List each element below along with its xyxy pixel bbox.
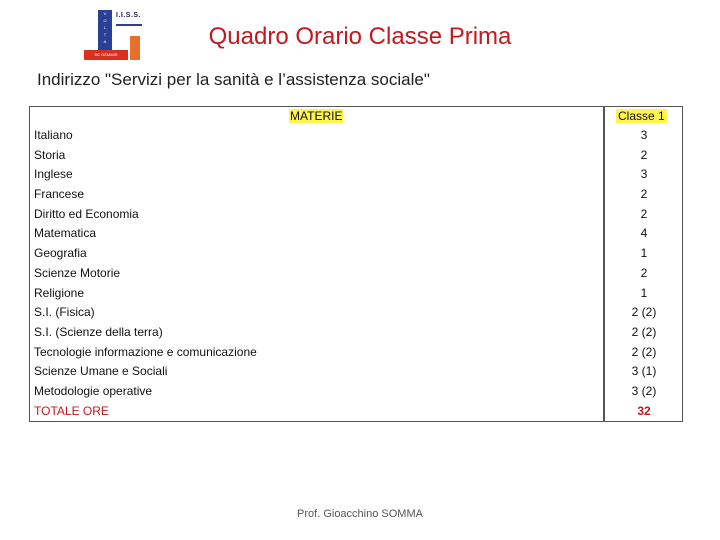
total-hours: 32 (637, 403, 651, 418)
subject-cell: Religione (34, 285, 85, 300)
logo-letter: V (103, 11, 107, 16)
header-hours: Classe 1 (618, 109, 665, 123)
subject-cell: Scienze Motorie (34, 265, 121, 280)
total-row (33, 402, 683, 422)
subject-cell: Diritto ed Economia (34, 206, 139, 221)
subject-cell: Geografia (34, 246, 87, 261)
table-row (33, 382, 683, 402)
table-row (33, 205, 683, 225)
subject-cell: Metodologie operative (34, 383, 153, 398)
logo-text: I.I.S.S. (116, 12, 142, 19)
table-row (33, 244, 683, 264)
table-row (33, 224, 683, 244)
hours-cell: 3 (640, 167, 648, 182)
hours-cell: 2 (640, 147, 648, 162)
logo-red-text: DE GEMMIS (94, 52, 118, 57)
header-subject: MATERIE (290, 109, 343, 123)
logo-letter: A (103, 39, 107, 44)
table-row (33, 323, 683, 343)
table-row (33, 264, 683, 284)
logo-letter: O (103, 18, 107, 23)
page-title: Quadro Orario Classe Prima (208, 23, 512, 50)
table-row (33, 165, 683, 185)
hours-cell: 1 (640, 246, 648, 261)
subject-cell: Tecnologie informazione e comunicazione (34, 344, 257, 359)
table-row (33, 343, 683, 363)
subject-cell: Francese (34, 187, 85, 202)
subject-cell: S.I. (Scienze della terra) (34, 324, 163, 339)
hours-cell: 2 (2) (631, 324, 657, 339)
hours-cell: 2 (2) (631, 344, 657, 359)
hours-cell: 4 (640, 226, 648, 241)
table-row (33, 284, 683, 304)
table-row (33, 362, 683, 382)
logo-letter: L (103, 25, 107, 30)
subject-cell: Storia (34, 147, 66, 162)
subject-cell: Italiano (34, 128, 73, 142)
logo-letter: T (103, 32, 107, 37)
hours-cell: 1 (640, 285, 648, 300)
subject-cell: Inglese (34, 167, 73, 182)
table-row (33, 185, 683, 205)
table-row (33, 303, 683, 323)
subject-cell: S.I. (Fisica) (34, 305, 95, 320)
total-label: TOTALE ORE (34, 403, 109, 418)
hours-cell: 2 (640, 265, 648, 280)
hours-cell: 2 (640, 206, 648, 221)
hours-cell: 2 (2) (631, 305, 657, 320)
hours-cell: 3 (2) (631, 383, 657, 398)
hours-cell: 2 (640, 187, 648, 202)
subject-cell: Matematica (34, 226, 97, 241)
hours-cell: 3 (1) (631, 364, 657, 379)
footer-author: Prof. Gioacchino SOMMA (297, 508, 423, 520)
subject-cell: Scienze Umane e Sociali (34, 364, 168, 379)
hours-cell: 3 (640, 128, 648, 142)
table-row (33, 126, 683, 146)
page-subtitle: Indirizzo "Servizi per la sanità e l’assistenza sociale" (37, 70, 430, 89)
table-body (33, 126, 683, 421)
table-row (33, 146, 683, 166)
